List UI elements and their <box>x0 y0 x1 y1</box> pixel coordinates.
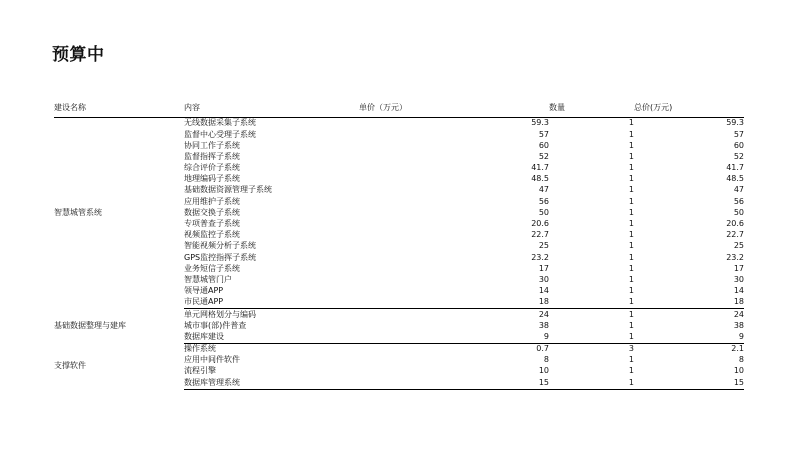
quantity-cell: 1 <box>549 332 634 344</box>
total-cell: 30 <box>733 274 744 284</box>
item-cell: 专项普查子系统 <box>184 219 240 229</box>
quantity-cell: 1 <box>628 286 634 296</box>
item-cell: 综合评价子系统 <box>184 163 240 173</box>
item-cell: 智能视频分析子系统 <box>184 241 256 251</box>
quantity-cell: 1 <box>628 163 634 173</box>
total-cell: 15 <box>634 377 744 389</box>
unit-price-cell: 30 <box>538 274 549 284</box>
item-cell: 智慧城管门户 <box>184 274 232 284</box>
quantity-cell: 1 <box>628 140 634 150</box>
category-cell: 基础数据整理与建库 <box>54 320 126 330</box>
table-row <box>54 343 744 355</box>
item-cell: 监督指挥子系统 <box>184 151 240 161</box>
header-unit-price: 单价（万元） <box>359 100 549 118</box>
unit-price-cell: 52 <box>538 151 549 161</box>
table-body <box>54 118 744 390</box>
quantity-cell: 1 <box>628 241 634 251</box>
total-cell: 24 <box>733 309 744 319</box>
unit-price-cell: 9 <box>359 332 549 344</box>
total-cell: 41.7 <box>726 163 744 173</box>
item-cell: 单元网格划分与编码 <box>184 309 256 319</box>
item-cell: GPS监控指挥子系统 <box>184 252 257 262</box>
category-cell: 支撑软件 <box>54 360 86 370</box>
item-cell: 监督中心受理子系统 <box>184 129 256 139</box>
unit-price-cell: 57 <box>538 129 549 139</box>
quantity-cell: 1 <box>628 366 634 376</box>
quantity-cell: 1 <box>628 207 634 217</box>
page-title: 预算中 <box>52 45 105 65</box>
total-cell: 50 <box>733 207 744 217</box>
total-cell: 47 <box>733 185 744 195</box>
total-cell: 48.5 <box>726 174 744 184</box>
item-cell: 数据交换子系统 <box>184 207 240 217</box>
item-cell: 数据库建设 <box>184 332 359 344</box>
total-cell: 2.1 <box>731 344 744 354</box>
total-cell: 18 <box>634 297 744 309</box>
unit-price-cell: 15 <box>359 377 549 389</box>
item-cell: 业务短信子系统 <box>184 263 240 273</box>
unit-price-cell: 20.6 <box>531 219 549 229</box>
quantity-cell: 1 <box>628 309 634 319</box>
item-cell: 数据库管理系统 <box>184 377 359 389</box>
quantity-cell: 1 <box>628 129 634 139</box>
unit-price-cell: 50 <box>538 207 549 217</box>
item-cell: 应用中间件软件 <box>184 355 240 365</box>
budget-table <box>54 100 744 390</box>
item-cell: 无线数据采集子系统 <box>184 118 256 128</box>
unit-price-cell: 56 <box>538 196 549 206</box>
total-cell: 22.7 <box>726 230 744 240</box>
total-cell: 38 <box>733 320 744 330</box>
item-cell: 市民通APP <box>184 297 359 309</box>
item-cell: 流程引擎 <box>184 366 216 376</box>
unit-price-cell: 38 <box>538 320 549 330</box>
quantity-cell: 1 <box>628 118 634 128</box>
unit-price-cell: 60 <box>538 140 549 150</box>
header-quantity: 数量 <box>549 100 634 118</box>
unit-price-cell: 23.2 <box>531 252 549 262</box>
table-row <box>54 309 744 321</box>
total-cell: 52 <box>733 151 744 161</box>
item-cell: 领导通APP <box>184 286 224 296</box>
item-cell: 城市事(部)件普查 <box>184 320 247 330</box>
header-total: 总价(万元) <box>634 100 744 118</box>
unit-price-cell: 25 <box>538 241 549 251</box>
quantity-cell: 1 <box>628 185 634 195</box>
quantity-cell: 1 <box>628 219 634 229</box>
total-cell: 60 <box>733 140 744 150</box>
table-row <box>54 118 744 130</box>
item-cell: 操作系统 <box>184 344 216 354</box>
unit-price-cell: 24 <box>538 309 549 319</box>
unit-price-cell: 8 <box>543 355 549 365</box>
unit-price-cell: 18 <box>359 297 549 309</box>
unit-price-cell: 41.7 <box>531 163 549 173</box>
quantity-cell: 1 <box>628 230 634 240</box>
item-cell: 基础数据资源管理子系统 <box>184 185 272 195</box>
quantity-cell: 1 <box>549 377 634 389</box>
unit-price-cell: 0.7 <box>536 344 549 354</box>
table-header-row <box>54 100 744 118</box>
unit-price-cell: 48.5 <box>531 174 549 184</box>
total-cell: 56 <box>733 196 744 206</box>
quantity-cell: 1 <box>628 151 634 161</box>
quantity-cell: 1 <box>628 320 634 330</box>
total-cell: 25 <box>733 241 744 251</box>
quantity-cell: 1 <box>628 252 634 262</box>
total-cell: 10 <box>733 366 744 376</box>
total-cell: 57 <box>733 129 744 139</box>
item-cell: 应用维护子系统 <box>184 196 240 206</box>
quantity-cell: 1 <box>628 355 634 365</box>
header-item: 内容 <box>184 100 359 118</box>
category-cell: 智慧城管系统 <box>54 208 102 218</box>
quantity-cell: 1 <box>628 196 634 206</box>
header-category: 建设名称 <box>54 100 184 118</box>
item-cell: 视频监控子系统 <box>184 230 240 240</box>
total-cell: 8 <box>738 355 744 365</box>
quantity-cell: 1 <box>549 297 634 309</box>
unit-price-cell: 47 <box>538 185 549 195</box>
item-cell: 协同工作子系统 <box>184 140 240 150</box>
total-cell: 9 <box>634 332 744 344</box>
unit-price-cell: 10 <box>538 366 549 376</box>
quantity-cell: 1 <box>628 274 634 284</box>
total-cell: 14 <box>733 286 744 296</box>
quantity-cell: 1 <box>628 174 634 184</box>
total-cell: 20.6 <box>726 219 744 229</box>
unit-price-cell: 17 <box>538 263 549 273</box>
total-cell: 23.2 <box>726 252 744 262</box>
unit-price-cell: 22.7 <box>531 230 549 240</box>
item-cell: 地理编码子系统 <box>184 174 240 184</box>
unit-price-cell: 14 <box>538 286 549 296</box>
quantity-cell: 3 <box>628 344 634 354</box>
total-cell: 17 <box>733 263 744 273</box>
quantity-cell: 1 <box>628 263 634 273</box>
unit-price-cell: 59.3 <box>531 118 549 128</box>
total-cell: 59.3 <box>726 118 744 128</box>
